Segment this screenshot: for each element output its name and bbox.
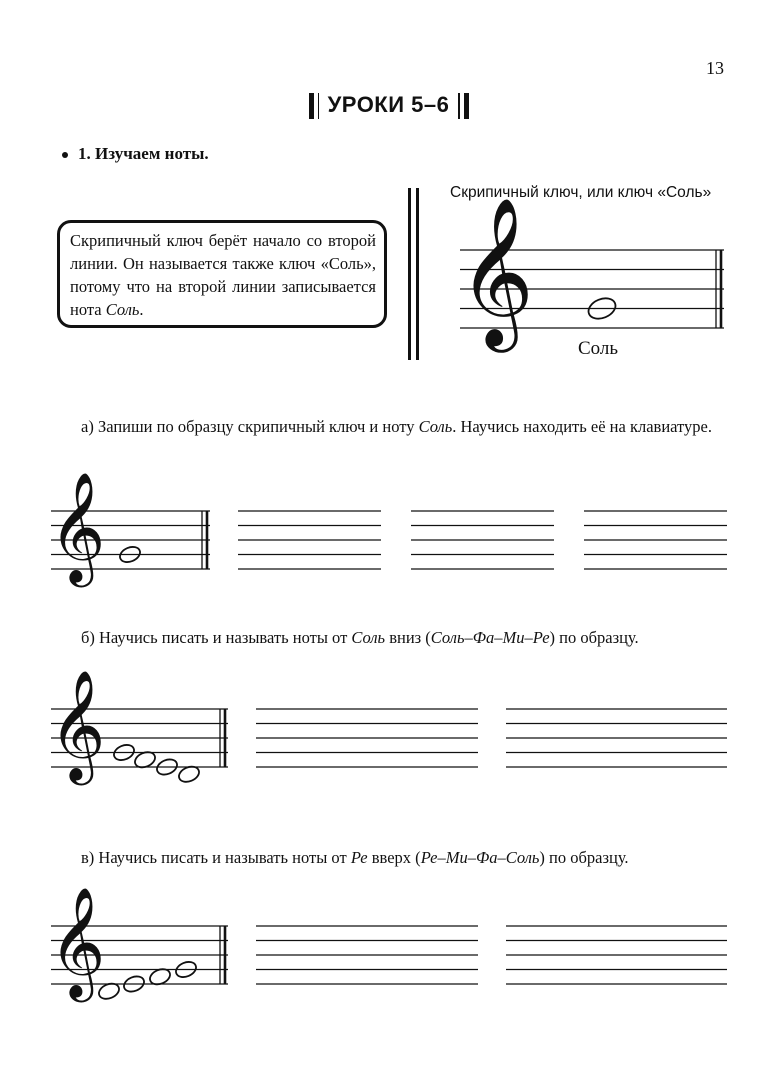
task-b-prefix: б) Научись писать и называть ноты от <box>81 628 352 647</box>
task-c-italic-1: Ре <box>350 848 368 867</box>
info-box-text-end: . <box>139 300 144 319</box>
task-b-suffix: ) по образцу. <box>549 628 639 647</box>
task-a-suffix: . Научись находить её на клавиатуре. <box>452 417 712 436</box>
section-title-text: 1. Изучаем ноты. <box>78 144 209 163</box>
clef-caption: Скрипичный ключ, или ключ «Соль» <box>450 184 712 201</box>
page-number: 13 <box>706 58 724 78</box>
task-c-suffix: ) по образцу. <box>539 848 629 867</box>
info-box-text: Скрипичный ключ берёт начало со второй линии. Он называется также ключ «Соль», потому что на второй линии записывается нота <box>70 231 376 319</box>
info-box-italic-note: Соль <box>105 300 140 319</box>
task-a-treble-clef-icon: 𝄞 <box>49 470 106 583</box>
task-b-middle: вниз ( <box>385 628 431 647</box>
note-label-sol: Соль <box>578 338 619 359</box>
task-b-italic-2: Соль–Фа–Ми–Ре <box>430 628 550 647</box>
task-c-prefix: в) Научись писать и называть ноты от <box>81 848 351 867</box>
task-a-italic: Соль <box>418 417 453 436</box>
task-a-prefix: а) Запиши по образцу скрипичный ключ и ноту <box>81 417 419 436</box>
lesson-heading-text: УРОКИ 5–6 <box>327 92 450 117</box>
task-b-treble-clef-icon: 𝄞 <box>49 668 106 781</box>
example-treble-clef-icon: 𝄞 <box>458 197 535 347</box>
task-c-italic-2: Ре–Ми–Фа–Соль <box>420 848 540 867</box>
task-b-italic-1: Соль <box>351 628 386 647</box>
task-c-treble-clef-icon: 𝄞 <box>49 885 106 998</box>
task-c-middle: вверх ( <box>367 848 421 867</box>
